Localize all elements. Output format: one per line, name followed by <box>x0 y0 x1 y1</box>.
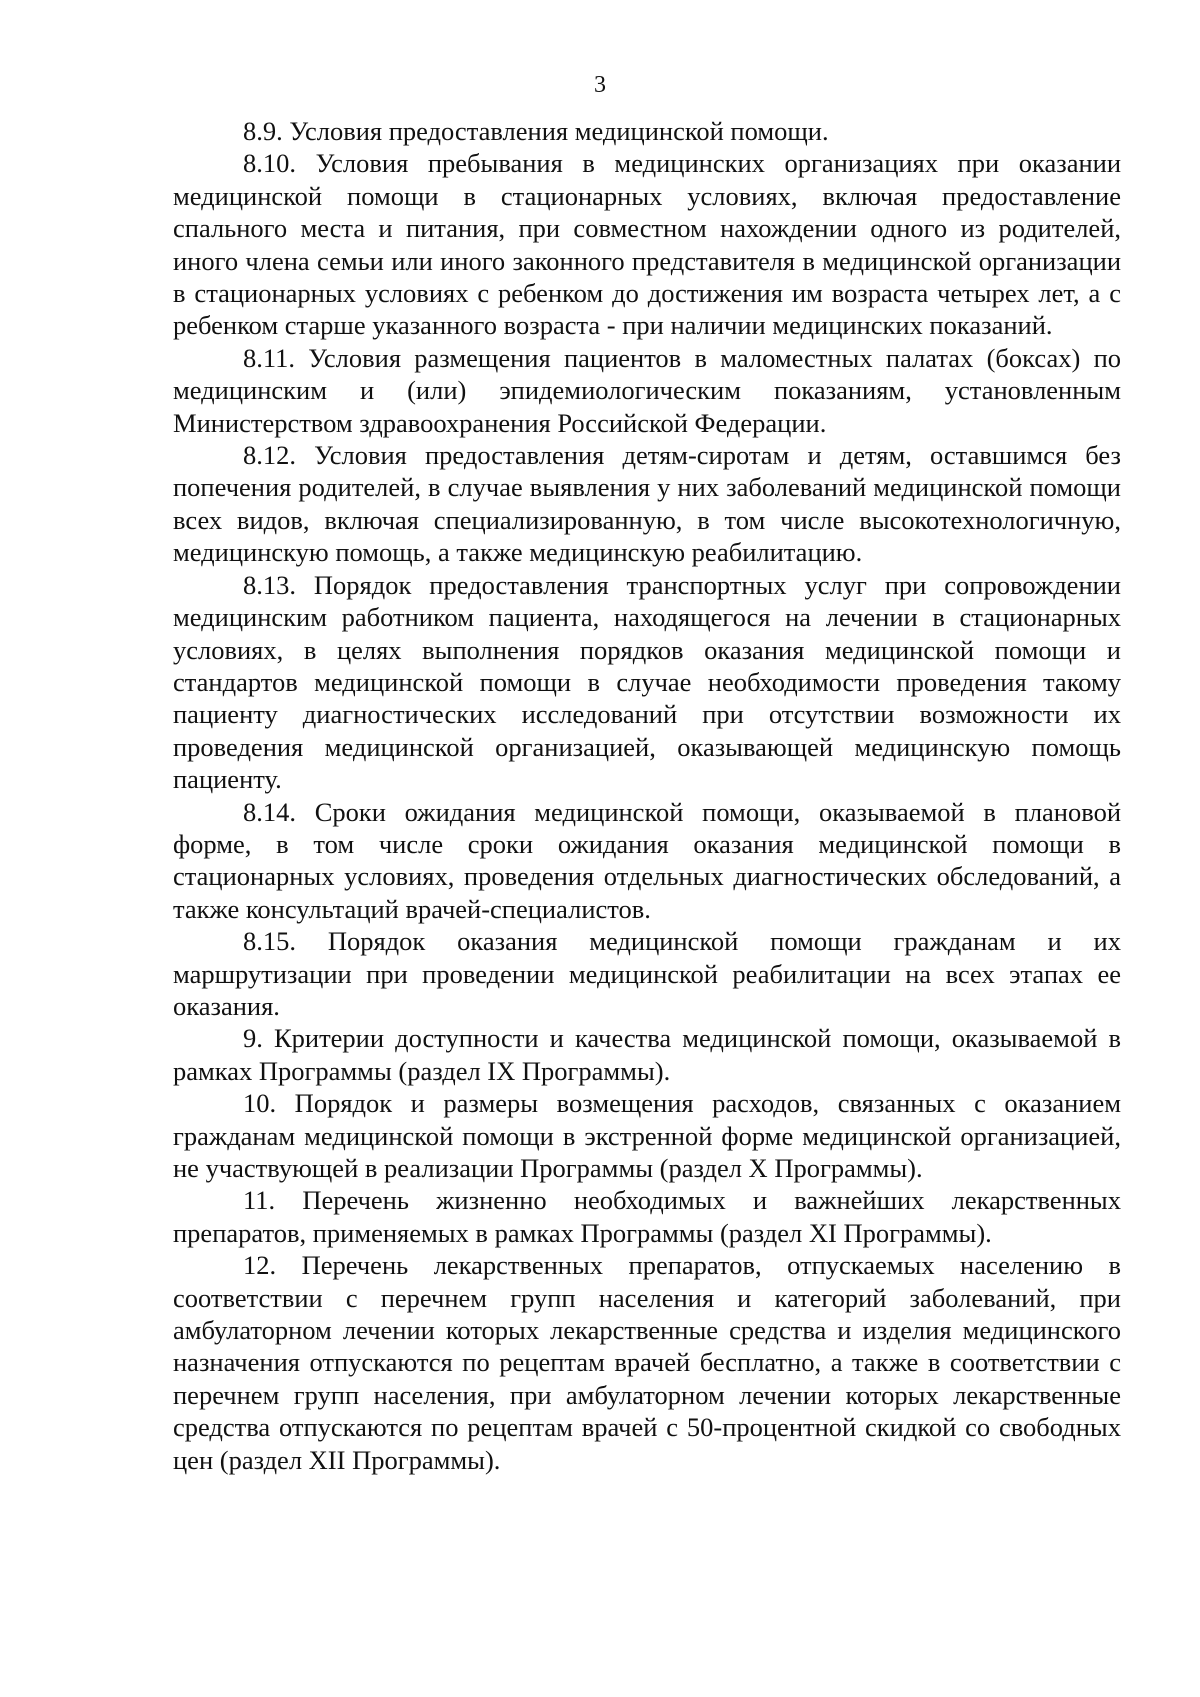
document-body <box>173 115 1121 1476</box>
paragraph-8-14: 8.14. Сроки ожидания медицинской помощи, оказываемой в плановой форме, в том числе сроки ожидания оказания медицинской помощи в стационарных условиях, проведения отдельных диагностических обследований, а также консультаций врачей-специалистов. <box>173 796 1121 924</box>
paragraph-8-10: 8.10. Условия пребывания в медицинских организациях при оказании медицинской помощи в стационарных условиях, включая предоставление спального места и питания, при совместном нахождении одного из родителей, иного члена семьи или иного законного представителя в медицинской организации в стационарных условиях с ребенком до достижения им возраста четырех лет, а с ребенком старше указанного возраста - при наличии медицинских показаний. <box>173 148 1121 341</box>
paragraph-8-13: 8.13. Порядок предоставления транспортных услуг при сопровождении медицинским работником пациента, находящегося на лечении в стационарных условиях, в целях выполнения порядков оказания медицинской помощи и стандартов медицинской помощи в случае необходимости проведения такому пациенту диагностических исследований при отсутствии возможности их проведения медицинской организацией, оказывающей медицинскую помощь пациенту. <box>173 569 1121 795</box>
paragraph-8-15: 8.15. Порядок оказания медицинской помощи гражданам и их маршрутизации при проведении медицинской реабилитации на всех этапах ее оказания. <box>173 926 1121 1021</box>
paragraph-8-11: 8.11. Условия размещения пациентов в маломестных палатах (боксах) по медицинским и (или) эпидемиологическим показаниям, установленным Министерством здравоохранения Российской Федерации. <box>173 342 1121 438</box>
paragraph-8-12: 8.12. Условия предоставления детям-сиротам и детям, оставшимся без попечения родителей, в случае выявления у них заболеваний медицинской помощи всех видов, включая специализированную, в том числе высокотехнологичную, медицинскую помощь, а также медицинскую реабилитацию. <box>173 440 1121 568</box>
paragraph-8-9: 8.9. Условия предоставления медицинской помощи. <box>243 116 829 146</box>
page-number: 3 <box>594 72 606 98</box>
paragraph-10: 10. Порядок и размеры возмещения расходов, связанных с оказанием гражданам медицинской помощи в экстренной форме медицинской организацией, не участвующей в реализации Программы (раздел X Программы). <box>173 1088 1121 1183</box>
paragraph-11: 11. Перечень жизненно необходимых и важнейших лекарственных препаратов, применяемых в рамках Программы (раздел XI Программы). <box>173 1185 1121 1248</box>
paragraph-12: 12. Перечень лекарственных препаратов, отпускаемых населению в соответствии с перечнем групп населения и категорий заболеваний, при амбулаторном лечении которых лекарственные средства и изделия медицинского назначения отпускаются по рецептам врачей бесплатно, а также в соответствии с перечнем групп населения, при амбулаторном лечении которых лекарственные средства отпускаются по рецептам врачей с 50-процентной скидкой со свободных цен (раздел XII Программы). <box>173 1250 1121 1475</box>
paragraph-9: 9. Критерии доступности и качества медицинской помощи, оказываемой в рамках Программы (раздел IX Программы). <box>173 1023 1121 1086</box>
